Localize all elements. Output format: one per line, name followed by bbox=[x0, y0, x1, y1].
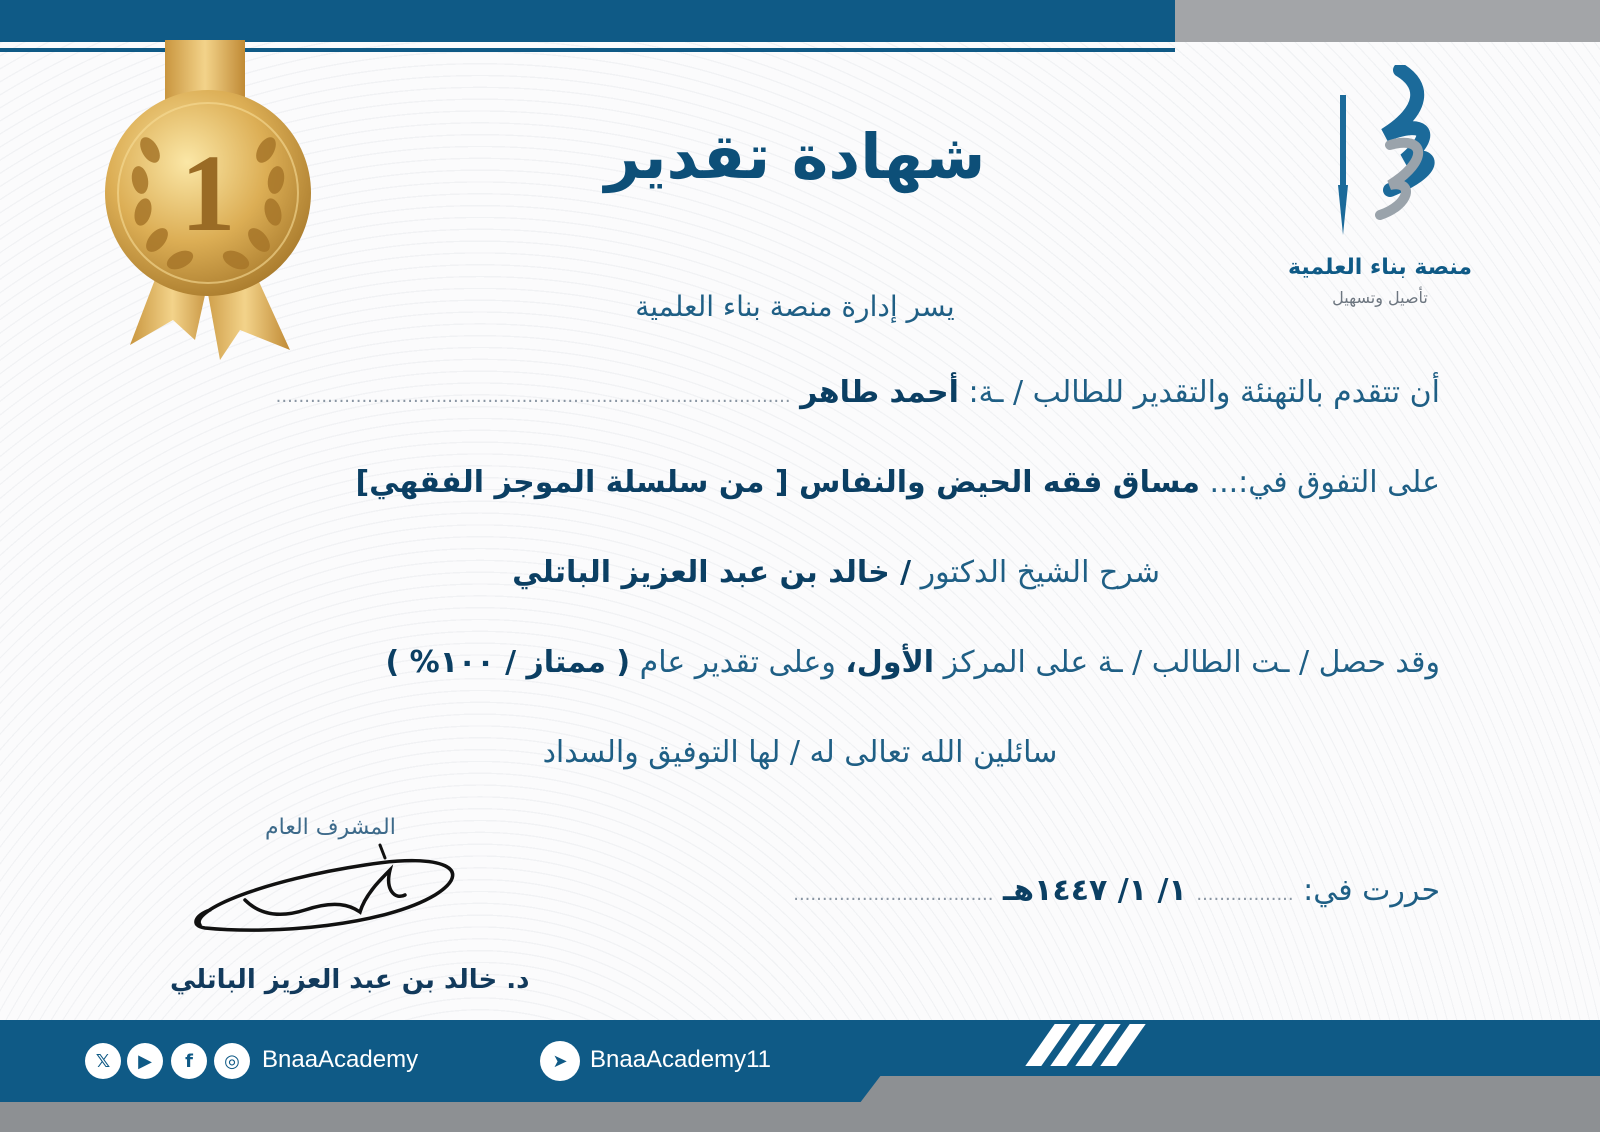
issued-label: حررت في: bbox=[1303, 873, 1440, 908]
telegram-handle[interactable]: BnaaAcademy11 bbox=[590, 1046, 772, 1073]
excellence-label: على التفوق في:... bbox=[1209, 465, 1440, 500]
explanation-line bbox=[512, 555, 1160, 590]
issued-date: ١/ ١/ ١٤٤٧هـ bbox=[1003, 873, 1187, 908]
congrats-line bbox=[276, 375, 1440, 410]
bottom-gray-bar bbox=[0, 1102, 1600, 1132]
instagram-icon[interactable]: ◎ bbox=[214, 1043, 250, 1079]
dotted-fill: ................................... bbox=[793, 884, 994, 905]
course-name: مساق فقه الحيض والنفاس [ من سلسلة الموجز الفقهي] bbox=[355, 465, 1200, 500]
closing-line: سائلين الله تعالى له / لها التوفيق والسداد bbox=[542, 735, 1058, 770]
dotted-fill: .......................................................................................... bbox=[275, 386, 791, 407]
facebook-icon[interactable]: f bbox=[171, 1043, 207, 1079]
grade-label: وعلى تقدير عام bbox=[639, 645, 836, 680]
issued-line bbox=[793, 873, 1440, 908]
dotted-fill: ................. bbox=[1196, 884, 1294, 905]
logo-pen-icon bbox=[1330, 65, 1460, 250]
telegram-icon[interactable]: ➤ bbox=[540, 1041, 580, 1081]
sheikh-name: / خالد بن عبد العزيز الباتلي bbox=[512, 555, 912, 590]
logo-name: منصة بناء العلمية bbox=[1288, 255, 1472, 280]
student-name: أحمد طاهر bbox=[800, 375, 959, 410]
explanation-label: شرح الشيخ الدكتور bbox=[920, 555, 1160, 590]
certificate-title: شهادة تقدير bbox=[604, 120, 986, 193]
congrats-label: أن تتقدم بالتهنئة والتقدير للطالب / ـة: bbox=[968, 375, 1440, 410]
x-icon[interactable]: 𝕏 bbox=[85, 1043, 121, 1079]
medal-rank: 1 bbox=[180, 132, 236, 254]
social-handle[interactable]: BnaaAcademy bbox=[262, 1046, 419, 1073]
gold-medal-icon bbox=[95, 40, 335, 370]
youtube-icon[interactable]: ▶ bbox=[127, 1043, 163, 1079]
excellence-line bbox=[355, 465, 1440, 500]
rank-line bbox=[385, 645, 1440, 680]
signature-role: المشرف العام bbox=[265, 815, 396, 840]
grade-value: ( ممتاز / ١٠٠% ) bbox=[385, 645, 631, 680]
intro-line: يسر إدارة منصة بناء العلمية bbox=[635, 290, 955, 323]
signer-name: د. خالد بن عبد العزيز الباتلي bbox=[170, 965, 530, 995]
rank-value: الأول، bbox=[845, 645, 935, 680]
logo-slogan: تأصيل وتسهيل bbox=[1332, 288, 1428, 307]
achieved-label: وقد حصل / ـت الطالب / ـة على المركز bbox=[943, 645, 1440, 680]
handwritten-signature-icon bbox=[185, 840, 475, 950]
top-blue-bar bbox=[0, 0, 1175, 42]
top-gray-bar bbox=[1175, 0, 1600, 42]
